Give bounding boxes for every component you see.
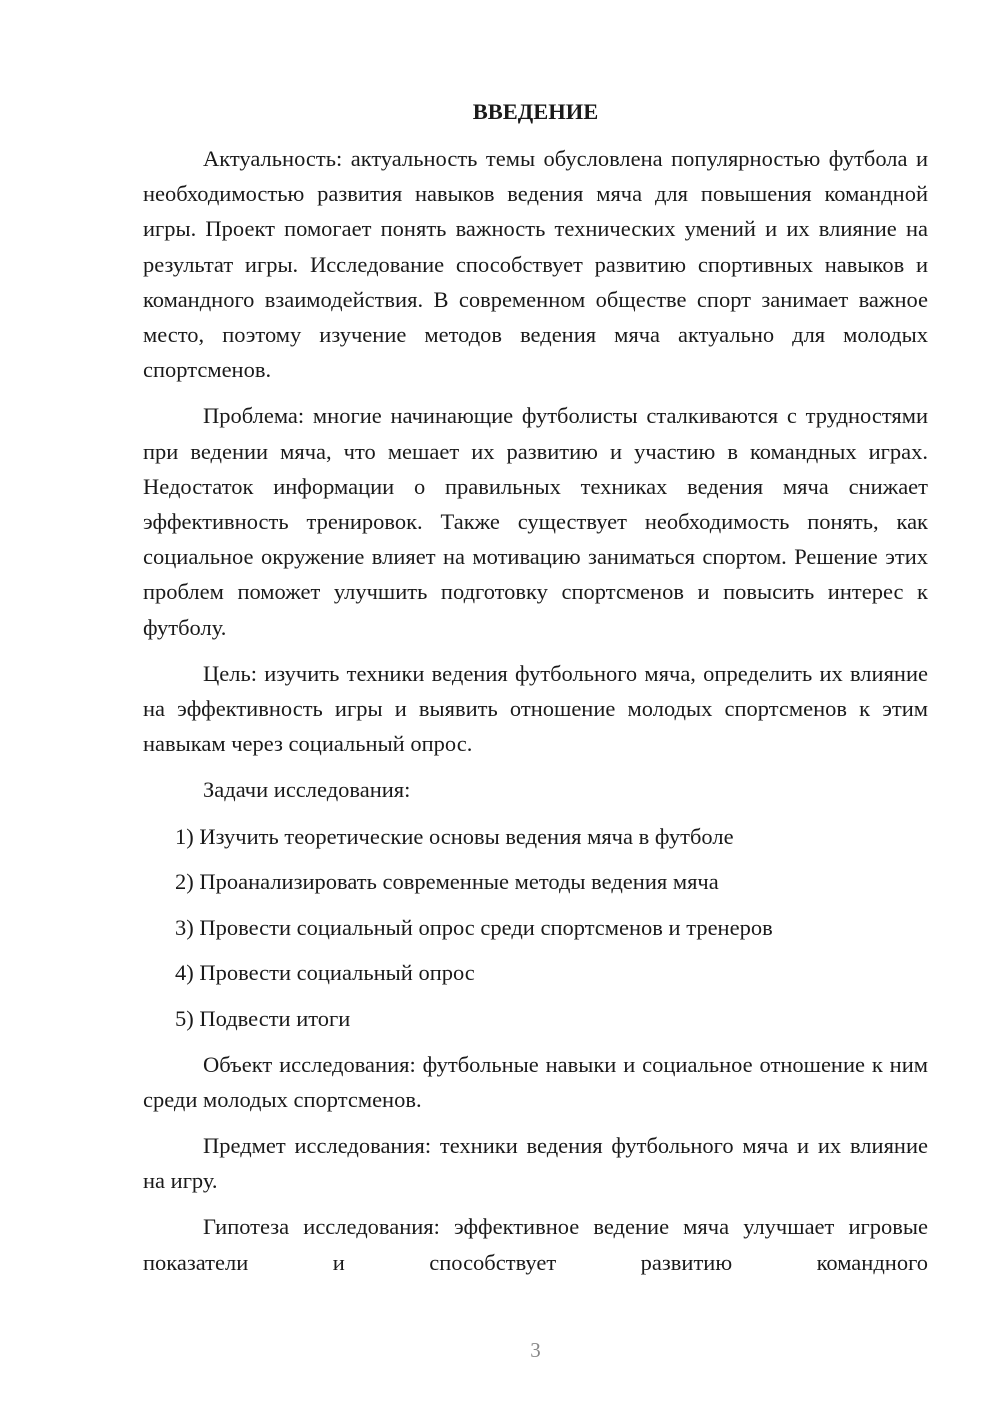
task-item: 3) Провести социальный опрос среди спортсменов и тренеров <box>175 914 773 940</box>
relevance-paragraph: Актуальность: актуальность темы обусловлена популярностью футбола и необходимостью развития навыков ведения мяча для повышения командной игры. Проект помогает понять важность технических умений и их влияние на результат игры. Исследование способствует развитию спортивных навыков и командного взаимодействия. В современном обществе спорт занимает важное место, поэтому изучение методов ведения мяча актуально для молодых спортсменов. <box>143 146 928 383</box>
subject-paragraph: Предмет исследования: техники ведения футбольного мяча и их влияние на игру. <box>143 1133 928 1194</box>
tasks-heading: Задачи исследования: <box>203 777 411 803</box>
object-paragraph: Объект исследования: футбольные навыки и социальное отношение к ним среди молодых спортсменов. <box>143 1051 928 1112</box>
page-content <box>143 94 928 1291</box>
task-item: 1) Изучить теоретические основы ведения мяча в футболе <box>175 823 734 849</box>
goal-paragraph: Цель: изучить техники ведения футбольного мяча, определить их влияние на эффективность игры и выявить отношение молодых спортсменов к этим навыкам через социальный опрос. <box>143 660 928 757</box>
section-title: ВВЕДЕНИЕ <box>472 99 599 124</box>
tasks-list <box>143 819 928 1036</box>
problem-paragraph: Проблема: многие начинающие футболисты сталкиваются с трудностями при ведении мяча, что мешает их развитию и участию в командных играх. Недостаток информации о правильных техниках ведения мяча снижает эффективность тренировок. Также существует необходимость понять, как социальное окружение влияет на мотивацию заниматься спортом. Решение этих проблем поможет улучшить подготовку спортсменов и повысить интерес к футболу. <box>143 403 928 640</box>
task-item: 5) Подвести итоги <box>175 1005 351 1031</box>
hypothesis-paragraph: Гипотеза исследования: эффективное ведение мяча улучшает игровые показатели и способствует развитию командного <box>143 1214 928 1275</box>
task-item: 2) Проанализировать современные методы ведения мяча <box>175 869 719 895</box>
page-number: 3 <box>530 1338 541 1362</box>
task-item: 4) Провести социальный опрос <box>175 960 475 986</box>
